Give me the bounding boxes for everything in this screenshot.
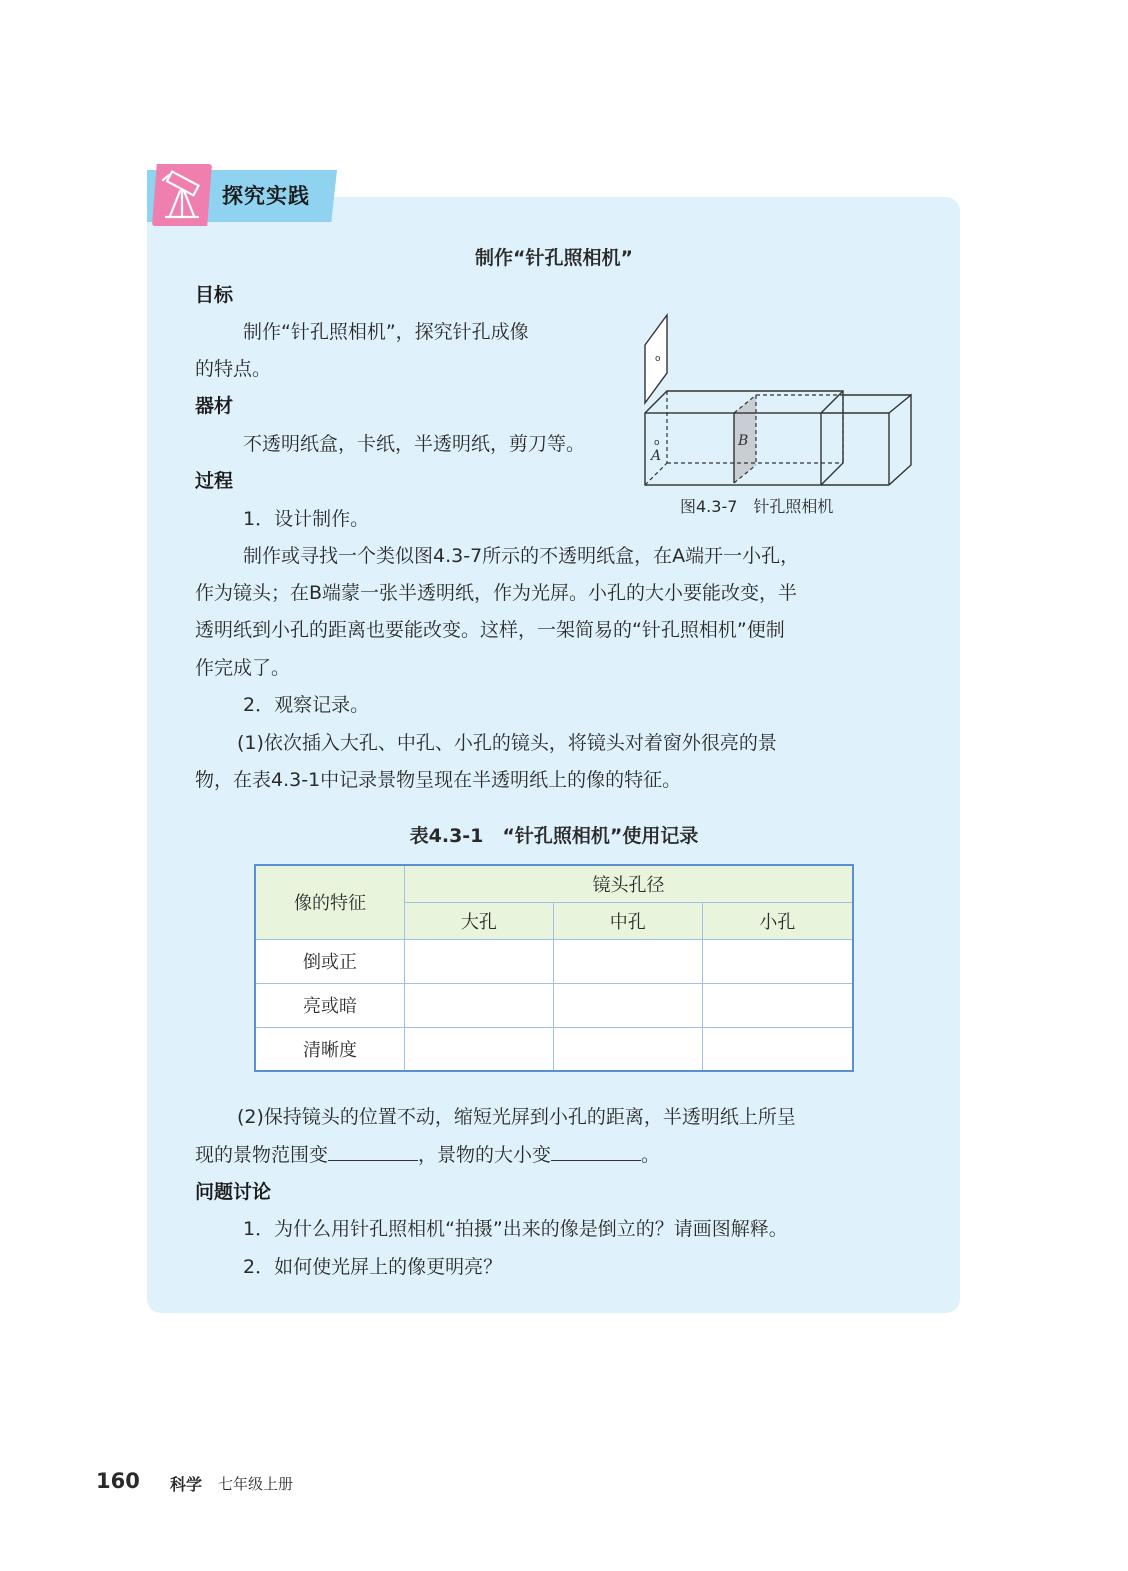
col-header-small: 小孔 [702, 902, 853, 939]
para3-text-c: 。 [641, 1144, 661, 1166]
blank-size[interactable] [551, 1142, 641, 1161]
materials-text: 不透明纸盒，卡纸，半透明纸，剪刀等。 [243, 433, 586, 455]
process-para-3-line-2 [195, 1142, 660, 1167]
process-para-1-line-3: 透明纸到小孔的距离也要能改变。这样，一架简易的“针孔照相机”便制 [195, 619, 785, 641]
row-header-clarity: 清晰度 [255, 1027, 405, 1071]
table-cell[interactable] [553, 939, 702, 983]
table-cell[interactable] [702, 939, 853, 983]
table-caption: 表4.3-1 “针孔照相机”使用记录 [409, 825, 699, 847]
table-cell[interactable] [405, 983, 554, 1027]
row-header-orientation: 倒或正 [255, 939, 405, 983]
table-group-header: 镜头孔径 [405, 865, 854, 902]
card-hole: o [655, 354, 661, 364]
table-cell[interactable] [553, 1027, 702, 1071]
activity-title: 制作“针孔照相机” [475, 247, 633, 269]
process-para-1-line-2: 作为镜头；在B端蒙一张半透明纸，作为光屏。小孔的大小要能改变，半 [195, 582, 798, 604]
goal-line-2: 的特点。 [195, 358, 272, 380]
col-header-large: 大孔 [405, 902, 554, 939]
page-number: 160 [96, 1469, 140, 1493]
label-b: B [738, 433, 749, 449]
figure-caption: 图4.3-7 针孔照相机 [680, 497, 834, 516]
discussion-heading: 问题讨论 [195, 1181, 272, 1203]
banner-icon-box [152, 164, 212, 226]
discussion-q2: 2．如何使光屏上的像更明亮？ [243, 1256, 503, 1278]
pinhole-camera-figure [630, 305, 920, 495]
step-2: 2．观察记录。 [243, 694, 370, 716]
label-a: A [651, 448, 662, 464]
table-cell[interactable] [702, 1027, 853, 1071]
process-para-3-line-1: (2)保持镜头的位置不动，缩短光屏到小孔的距离，半透明纸上所呈 [237, 1106, 796, 1128]
footer-subject: 科学 [170, 1475, 203, 1494]
table-cell[interactable] [553, 983, 702, 1027]
goal-line-1: 制作“针孔照相机”，探究针孔成像 [243, 321, 529, 343]
process-para-2-line-2: 物，在表4.3-1中记录景物呈现在半透明纸上的像的特征。 [195, 769, 682, 791]
record-table [254, 864, 854, 1072]
pinhole-mark: o [654, 438, 660, 448]
section-title: 探究实践 [222, 184, 310, 208]
materials-heading: 器材 [195, 395, 234, 417]
table-cell[interactable] [405, 939, 554, 983]
blank-range[interactable] [328, 1142, 418, 1161]
footer-grade: 七年级上册 [218, 1475, 294, 1493]
row-header-brightness: 亮或暗 [255, 983, 405, 1027]
step-1: 1．设计制作。 [243, 508, 370, 530]
col-header-medium: 中孔 [553, 902, 702, 939]
process-heading: 过程 [195, 470, 234, 492]
process-para-1-line-4: 作完成了。 [195, 657, 291, 679]
discussion-q1: 1．为什么用针孔照相机“拍摄”出来的像是倒立的？请画图解释。 [243, 1218, 788, 1240]
para3-text-b: ，景物的大小变 [418, 1144, 552, 1166]
para3-text-a: 现的景物范围变 [195, 1144, 329, 1166]
goal-heading: 目标 [195, 284, 234, 306]
process-para-2-line-1: (1)依次插入大孔、中孔、小孔的镜头，将镜头对着窗外很亮的景 [237, 732, 777, 754]
telescope-icon [152, 164, 212, 226]
table-cell[interactable] [405, 1027, 554, 1071]
table-cell[interactable] [702, 983, 853, 1027]
table-corner-header: 像的特征 [255, 865, 405, 939]
process-para-1-line-1: 制作或寻找一个类似图4.3-7所示的不透明纸盒，在A端开一小孔， [243, 545, 800, 567]
